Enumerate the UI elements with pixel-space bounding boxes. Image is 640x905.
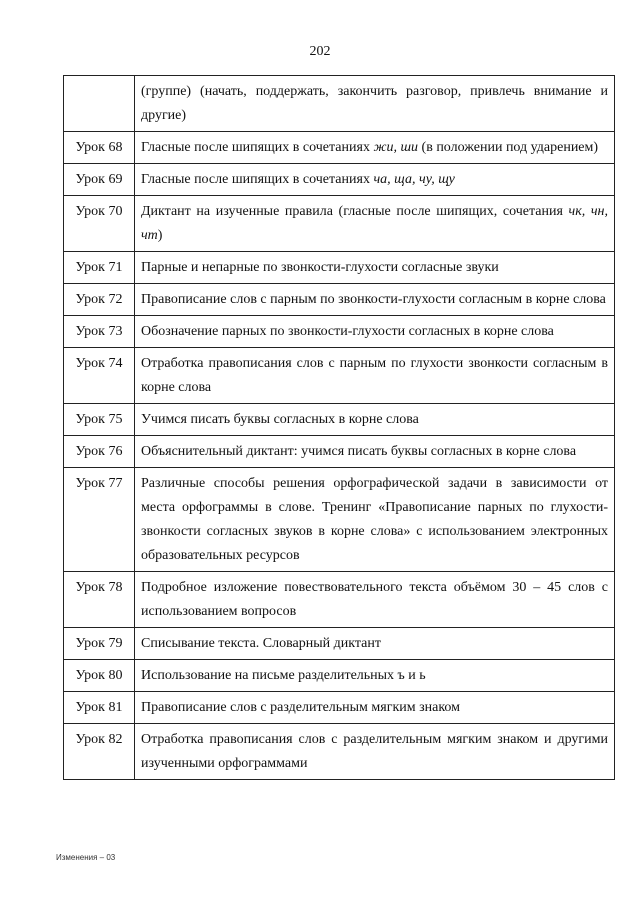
lesson-topic <box>135 572 615 628</box>
topic-text: Использование на письме разделительных ъ и ь <box>141 668 426 683</box>
lesson-topic <box>135 316 615 348</box>
topic-italic-fragment: чк, чн, чт <box>141 204 609 243</box>
lesson-number: Урок 73 <box>64 316 135 348</box>
lesson-number: Урок 74 <box>64 348 135 404</box>
lesson-number: Урок 78 <box>64 572 135 628</box>
lesson-number <box>64 76 135 132</box>
table-row <box>64 348 615 404</box>
lesson-number: Урок 77 <box>64 468 135 572</box>
topic-text: ) <box>157 228 163 243</box>
lesson-number: Урок 81 <box>64 692 135 724</box>
topic-text: Списывание текста. Словарный диктант <box>141 636 381 651</box>
lesson-topic <box>135 284 615 316</box>
topic-text: (в положении под ударением) <box>418 140 599 155</box>
lesson-topic <box>135 252 615 284</box>
topic-text: Гласные после шипящих в сочетаниях <box>141 172 374 187</box>
topic-text: Подробное изложение повествовательного текста объёмом 30 – 45 слов с использованием вопросов <box>141 580 608 619</box>
topic-text: Учимся писать буквы согласных в корне слова <box>141 412 419 427</box>
table-row <box>64 692 615 724</box>
topic-text: Правописание слов с разделительным мягким знаком <box>141 700 461 715</box>
table-row <box>64 196 615 252</box>
topic-text: Гласные после шипящих в сочетаниях <box>141 140 374 155</box>
lesson-topic <box>135 132 615 164</box>
table-row <box>64 252 615 284</box>
table-row <box>64 724 615 780</box>
footer-revision: Изменения – 03 <box>56 853 116 862</box>
table-row <box>64 404 615 436</box>
table-row <box>64 572 615 628</box>
table-row <box>64 284 615 316</box>
table-row <box>64 468 615 572</box>
lesson-topic <box>135 196 615 252</box>
table-row <box>64 436 615 468</box>
lesson-topic <box>135 164 615 196</box>
lesson-topic <box>135 468 615 572</box>
topic-text: Отработка правописания слов с разделительным мягким знаком и другими изученными орфограммами <box>141 732 608 771</box>
lesson-topic <box>135 436 615 468</box>
table-row <box>64 132 615 164</box>
topic-text: Объяснительный диктант: учимся писать буквы согласных в корне слова <box>141 444 577 459</box>
topic-text: Правописание слов с парным по звонкости-глухости согласным в корне слова <box>141 292 606 307</box>
lesson-number: Урок 82 <box>64 724 135 780</box>
lesson-number: Урок 76 <box>64 436 135 468</box>
table-row <box>64 660 615 692</box>
lesson-topic <box>135 348 615 404</box>
lesson-topic <box>135 692 615 724</box>
topic-text: Парные и непарные по звонкости-глухости согласные звуки <box>141 260 499 275</box>
page-number: 202 <box>309 44 331 59</box>
lesson-topic <box>135 660 615 692</box>
topic-text: Обозначение парных по звонкости-глухости согласных в корне слова <box>141 324 554 339</box>
lesson-number: Урок 80 <box>64 660 135 692</box>
table-row <box>64 316 615 348</box>
topic-text: Различные способы решения орфографической задачи в зависимости от места орфограммы в слове. Тренинг «Правописание парных по глухости-звонкости согласных звуков в корне слова» с использованием электронных образовательных ресурсов <box>141 476 608 563</box>
table-row <box>64 76 615 132</box>
lesson-table <box>63 75 615 780</box>
lesson-number: Урок 71 <box>64 252 135 284</box>
lesson-topic <box>135 628 615 660</box>
lesson-number: Урок 69 <box>64 164 135 196</box>
lesson-topic <box>135 76 615 132</box>
lesson-number: Урок 75 <box>64 404 135 436</box>
lesson-topic <box>135 404 615 436</box>
lesson-number: Урок 70 <box>64 196 135 252</box>
table-row <box>64 628 615 660</box>
lesson-topic <box>135 724 615 780</box>
lesson-number: Урок 72 <box>64 284 135 316</box>
lesson-number: Урок 79 <box>64 628 135 660</box>
topic-italic-fragment: ча, ща, чу, щу <box>373 172 455 187</box>
topic-italic-fragment: жи, ши <box>373 140 419 155</box>
topic-text: (группе) (начать, поддержать, закончить разговор, привлечь внимание и другие) <box>141 84 608 123</box>
topic-text: Диктант на изученные правила (гласные после шипящих, сочетания <box>141 204 569 219</box>
lesson-number: Урок 68 <box>64 132 135 164</box>
topic-text: Отработка правописания слов с парным по глухости звонкости согласным в корне слова <box>141 356 608 395</box>
table-row <box>64 164 615 196</box>
